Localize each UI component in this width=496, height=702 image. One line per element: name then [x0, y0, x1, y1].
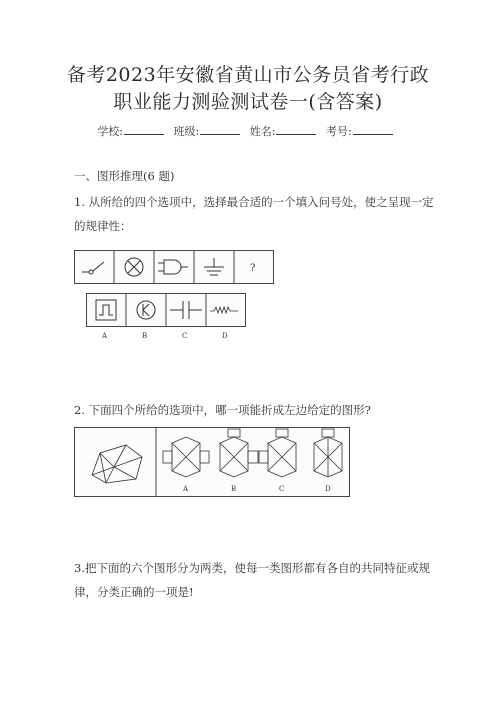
q1-text-line-2: 的规律性： — [74, 219, 132, 233]
q1-options-figure — [86, 293, 246, 343]
class-blank — [200, 125, 240, 135]
q1-option-b-label: B — [142, 332, 148, 340]
school-blank — [124, 125, 164, 135]
exam-no-blank — [353, 125, 393, 135]
title-line-2: 职业能力测验测试卷一(含答案) — [113, 91, 383, 113]
q2-figure — [74, 427, 350, 497]
question-mark: ? — [250, 263, 256, 274]
name-blank — [276, 125, 316, 135]
q1-question-figure — [74, 250, 274, 284]
school-label: 学校: — [97, 125, 124, 138]
q2-option-d-label: D — [325, 485, 331, 493]
name-label: 姓名: — [249, 125, 276, 138]
q2-option-b-label: B — [231, 485, 237, 493]
q2-option-a-label: A — [183, 485, 189, 493]
q3-text-line-1: 3.把下面的六个图形分为两类，使每一类图形都有各自的共同特征或规 — [74, 561, 430, 575]
q1-text-line-1: 1. 从所给的四个选项中，选择最合适的一个填入问号处，使之呈现一定 — [74, 195, 434, 209]
q1-option-c-label: C — [182, 332, 188, 340]
title-line-1: 备考2023年安徽省黄山市公务员省考行政 — [66, 64, 430, 86]
q2-text: 2. 下面四个所给的选项中，哪一项能折成左边给定的图形? — [74, 403, 371, 417]
class-label: 班级: — [173, 125, 200, 138]
exam-no-label: 考号: — [325, 125, 352, 138]
section-heading: 一、图形推理(6 题) — [74, 169, 175, 183]
q1-option-d-label: D — [222, 332, 228, 340]
student-info-row — [0, 123, 496, 139]
q3-text-line-2: 律，分类正确的一项是! — [74, 585, 194, 599]
q2-option-c-label: C — [279, 485, 285, 493]
q1-option-a-label: A — [102, 332, 108, 340]
